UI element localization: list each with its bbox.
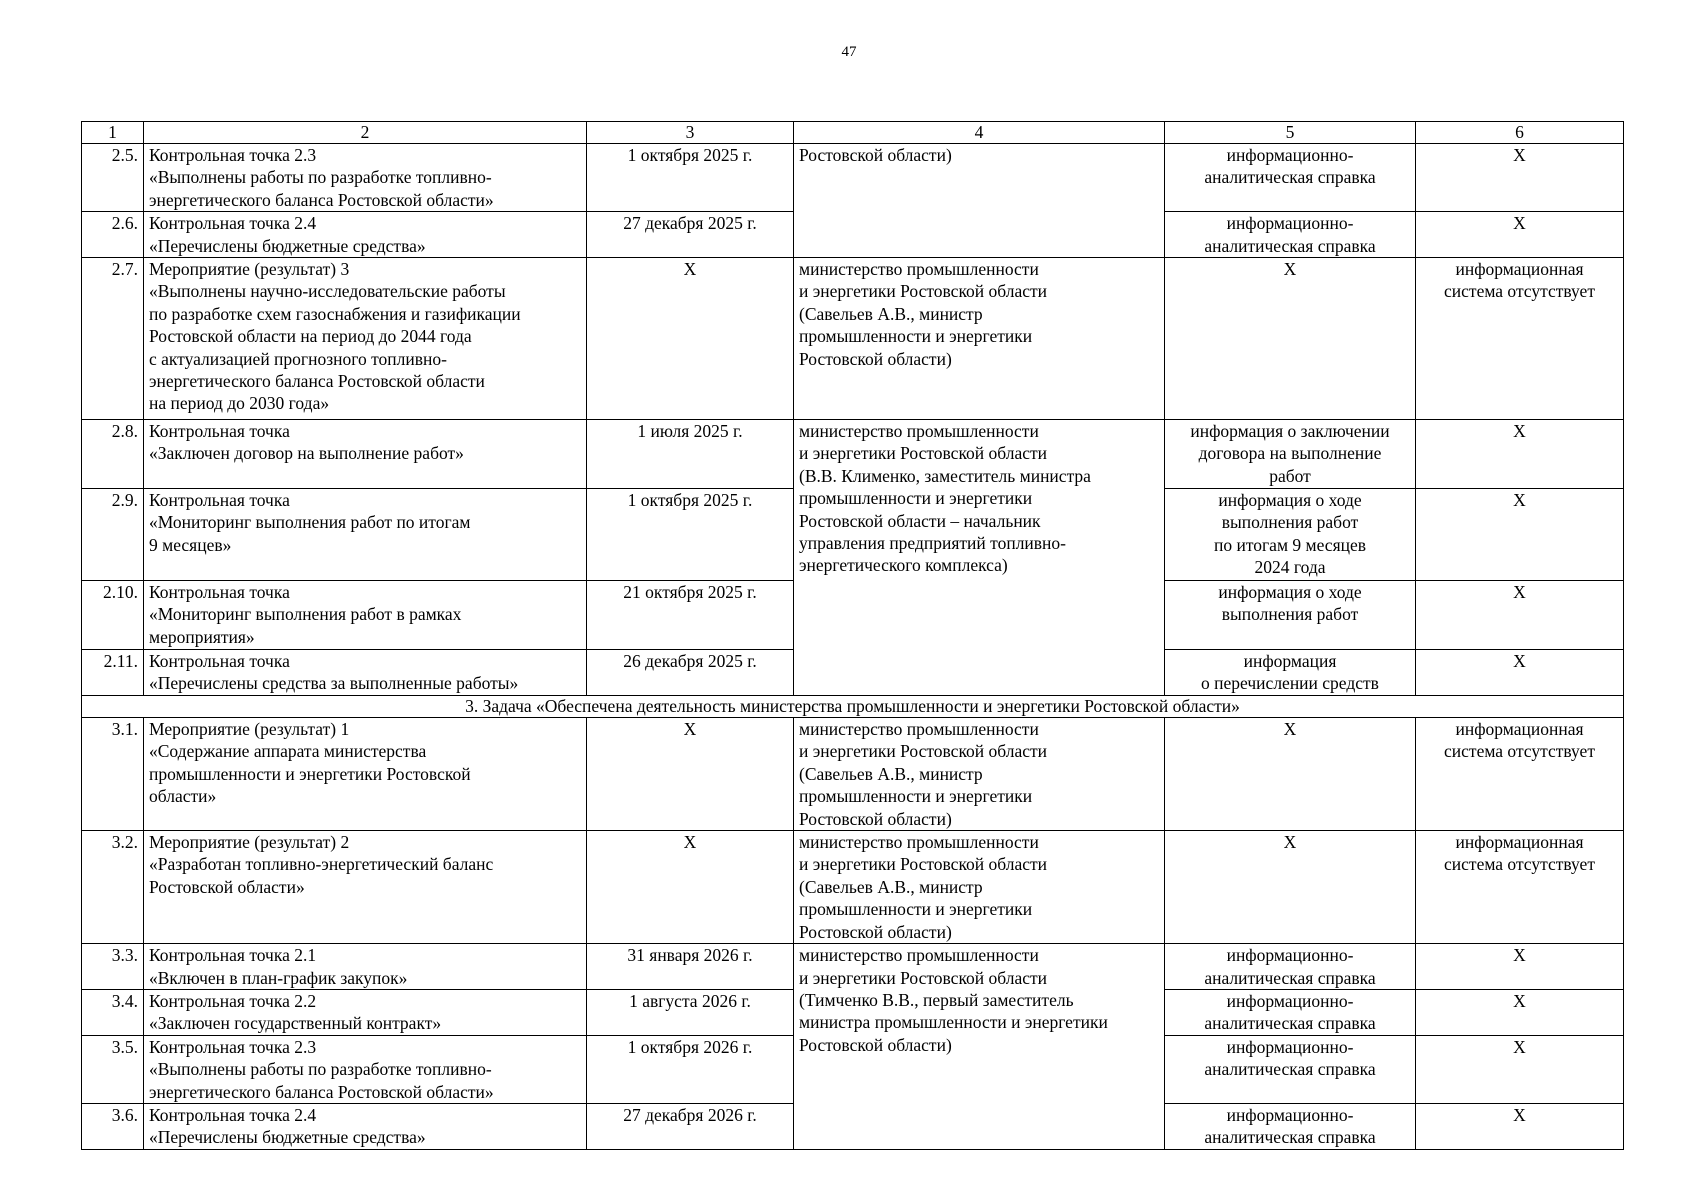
table-row bbox=[82, 144, 1624, 212]
row-date: Х bbox=[587, 718, 794, 831]
row-system: Х bbox=[1416, 420, 1624, 489]
page-number: 47 bbox=[841, 44, 857, 60]
row-name: Мероприятие (результат) 2 «Разработан топливно-энергетический баланс Ростовской области» bbox=[144, 831, 587, 944]
row-name: Контрольная точка «Мониторинг выполнения работ по итогам 9 месяцев» bbox=[144, 489, 587, 581]
row-document: информация о заключении договора на выполнение работ bbox=[1165, 420, 1416, 489]
row-name: Контрольная точка 2.2 «Заключен государственный контракт» bbox=[144, 989, 587, 1035]
task-row bbox=[82, 696, 1624, 718]
row-system: Х bbox=[1416, 1103, 1624, 1149]
row-date: 1 октября 2025 г. bbox=[587, 144, 794, 212]
column-header: 5 bbox=[1165, 122, 1416, 144]
row-number: 3.3. bbox=[82, 944, 144, 990]
row-system: Х bbox=[1416, 944, 1624, 990]
column-header: 2 bbox=[144, 122, 587, 144]
row-date: Х bbox=[587, 258, 794, 420]
row-system: Х bbox=[1416, 989, 1624, 1035]
row-date: 1 июля 2025 г. bbox=[587, 420, 794, 489]
row-responsible: Ростовской области) bbox=[794, 144, 1165, 258]
column-header: 1 bbox=[82, 122, 144, 144]
column-header: 6 bbox=[1416, 122, 1624, 144]
row-number: 3.1. bbox=[82, 718, 144, 831]
row-system: Х bbox=[1416, 1035, 1624, 1103]
table-row bbox=[82, 420, 1624, 489]
row-document: информация о ходе выполнения работ bbox=[1165, 581, 1416, 650]
row-date: 31 января 2026 г. bbox=[587, 944, 794, 990]
row-date: 27 декабря 2025 г. bbox=[587, 212, 794, 258]
row-document: информационно- аналитическая справка bbox=[1165, 1103, 1416, 1149]
row-name: Контрольная точка «Перечислены средства за выполненные работы» bbox=[144, 650, 587, 696]
column-header: 3 bbox=[587, 122, 794, 144]
row-system: Х bbox=[1416, 212, 1624, 258]
row-number: 2.5. bbox=[82, 144, 144, 212]
row-date: Х bbox=[587, 831, 794, 944]
row-number: 3.5. bbox=[82, 1035, 144, 1103]
table-header-row bbox=[82, 122, 1624, 144]
plan-table bbox=[81, 121, 1624, 1150]
row-document: информационно- аналитическая справка bbox=[1165, 1035, 1416, 1103]
row-number: 3.2. bbox=[82, 831, 144, 944]
row-responsible: министерство промышленности и энергетики Ростовской области (В.В. Клименко, заместитель министра промышленности и энергетики Ростовской области – начальник управления предприятий топливно- энергетического комплекса) bbox=[794, 420, 1165, 696]
row-date: 1 августа 2026 г. bbox=[587, 989, 794, 1035]
row-name: Контрольная точка 2.1 «Включен в план-график закупок» bbox=[144, 944, 587, 990]
row-system: Х bbox=[1416, 489, 1624, 581]
row-number: 2.7. bbox=[82, 258, 144, 420]
column-header: 4 bbox=[794, 122, 1165, 144]
row-date: 27 декабря 2026 г. bbox=[587, 1103, 794, 1149]
row-date: 21 октября 2025 г. bbox=[587, 581, 794, 650]
row-responsible: министерство промышленности и энергетики Ростовской области (Савельев А.В., министр промышленности и энергетики Ростовской области) bbox=[794, 718, 1165, 831]
row-number: 3.6. bbox=[82, 1103, 144, 1149]
row-name: Мероприятие (результат) 3 «Выполнены научно-исследовательские работы по разработке схем газоснабжения и газификации Ростовской области на период до 2044 года с актуализацией прогнозного топливно- энергетического баланса Ростовской области на период до 2030 года» bbox=[144, 258, 587, 420]
row-system: информационная система отсутствует bbox=[1416, 258, 1624, 420]
row-document: информация о ходе выполнения работ по итогам 9 месяцев 2024 года bbox=[1165, 489, 1416, 581]
row-number: 2.9. bbox=[82, 489, 144, 581]
row-date: 1 октября 2025 г. bbox=[587, 489, 794, 581]
table-row bbox=[82, 718, 1624, 831]
row-number: 2.11. bbox=[82, 650, 144, 696]
row-name: Контрольная точка «Заключен договор на выполнение работ» bbox=[144, 420, 587, 489]
row-name: Мероприятие (результат) 1 «Содержание аппарата министерства промышленности и энергетики Ростовской области» bbox=[144, 718, 587, 831]
row-number: 2.10. bbox=[82, 581, 144, 650]
row-system: информационная система отсутствует bbox=[1416, 718, 1624, 831]
row-document: информационно- аналитическая справка bbox=[1165, 212, 1416, 258]
row-document: Х bbox=[1165, 258, 1416, 420]
row-number: 2.8. bbox=[82, 420, 144, 489]
row-number: 2.6. bbox=[82, 212, 144, 258]
row-responsible: министерство промышленности и энергетики Ростовской области (Тимченко В.В., первый заместитель министра промышленности и энергетики Ростовской области) bbox=[794, 944, 1165, 1150]
row-name: Контрольная точка 2.4 «Перечислены бюджетные средства» bbox=[144, 212, 587, 258]
row-system: Х bbox=[1416, 144, 1624, 212]
table-row bbox=[82, 831, 1624, 944]
row-system: Х bbox=[1416, 581, 1624, 650]
row-system: информационная система отсутствует bbox=[1416, 831, 1624, 944]
row-document: Х bbox=[1165, 831, 1416, 944]
row-name: Контрольная точка «Мониторинг выполнения работ в рамках мероприятия» bbox=[144, 581, 587, 650]
table-row bbox=[82, 258, 1624, 420]
row-number: 3.4. bbox=[82, 989, 144, 1035]
row-document: информационно- аналитическая справка bbox=[1165, 944, 1416, 990]
row-responsible: министерство промышленности и энергетики Ростовской области (Савельев А.В., министр промышленности и энергетики Ростовской области) bbox=[794, 831, 1165, 944]
row-name: Контрольная точка 2.3 «Выполнены работы по разработке топливно- энергетического баланса Ростовской области» bbox=[144, 144, 587, 212]
task-heading: 3. Задача «Обеспечена деятельность министерства промышленности и энергетики Ростовской области» bbox=[82, 696, 1624, 718]
row-document: информационно- аналитическая справка bbox=[1165, 144, 1416, 212]
row-date: 26 декабря 2025 г. bbox=[587, 650, 794, 696]
table-row bbox=[82, 944, 1624, 990]
row-name: Контрольная точка 2.3 «Выполнены работы по разработке топливно- энергетического баланса Ростовской области» bbox=[144, 1035, 587, 1103]
row-document: Х bbox=[1165, 718, 1416, 831]
row-system: Х bbox=[1416, 650, 1624, 696]
row-responsible: министерство промышленности и энергетики Ростовской области (Савельев А.В., министр промышленности и энергетики Ростовской области) bbox=[794, 258, 1165, 420]
row-date: 1 октября 2026 г. bbox=[587, 1035, 794, 1103]
row-document: информационно- аналитическая справка bbox=[1165, 989, 1416, 1035]
row-document: информация о перечислении средств bbox=[1165, 650, 1416, 696]
row-name: Контрольная точка 2.4 «Перечислены бюджетные средства» bbox=[144, 1103, 587, 1149]
